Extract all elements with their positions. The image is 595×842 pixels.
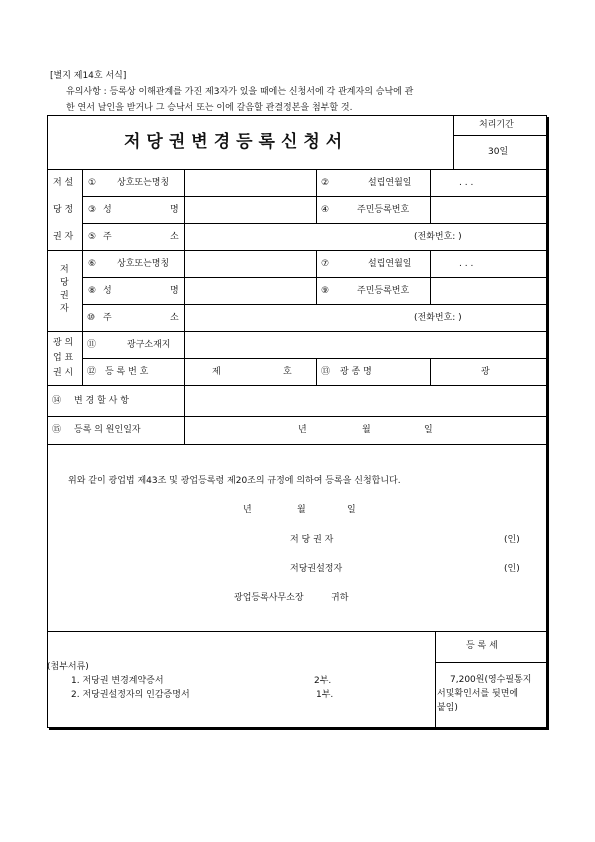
registration-tax-label: 등 록 세 [466, 641, 498, 651]
field-number: ⑨ [321, 286, 330, 296]
field-number: ⑭ [52, 396, 62, 406]
mortgagee-name-field[interactable] [185, 170, 315, 195]
cause-date-label: 등록 의 원인일자 [74, 425, 141, 435]
registration-tax-line-1: 7,200원(영수필통지 [450, 675, 532, 685]
mortgagor-address-label-a: 주 [103, 313, 112, 323]
mortgagor-date-label: 설립연월일 [368, 259, 412, 269]
mortgagor-person-label-b: 명 [170, 286, 179, 296]
mortgagor-signature-label: 저당권설정자 [290, 564, 343, 574]
mortgagee-rrn-field[interactable] [431, 197, 545, 222]
mortgagor-address-label-b: 소 [170, 313, 179, 323]
mining-group-label-3: 권 시 [53, 368, 74, 378]
field-number: ⑪ [87, 340, 97, 350]
mortgagor-group-label-4: 자 [60, 304, 69, 314]
declaration-text: 위와 같이 광업법 제43조 및 광업등록령 제20조의 규정에 의하여 등록을 신청합니다. [68, 476, 401, 486]
addressee-honorific: 귀하 [331, 593, 349, 603]
mortgagee-person-label-b: 명 [170, 205, 179, 215]
attachment-count-2: 1부. [316, 690, 334, 700]
mortgagee-address-field[interactable] [185, 224, 410, 249]
mineral-unit: 광 [481, 367, 490, 377]
field-number: ⑫ [87, 367, 97, 377]
mortgagor-name-label: 상호또는명칭 [117, 259, 170, 269]
mortgagee-address-label-b: 소 [170, 232, 179, 242]
registration-tax-line-3: 붙임) [437, 703, 458, 713]
field-number: ⑮ [52, 425, 62, 435]
mortgagor-seal[interactable]: (인) [504, 564, 520, 574]
registration-number-label: 등 록 번 호 [105, 367, 149, 377]
application-month[interactable]: 월 [297, 505, 306, 515]
mortgagee-group-label-2: 당 정 [53, 205, 74, 215]
mortgagee-phone[interactable]: (전화번호: ) [414, 232, 462, 242]
field-number: ⑦ [321, 259, 330, 269]
mortgagor-person-label-a: 성 [103, 286, 112, 296]
mortgagor-rrn-field[interactable] [431, 278, 545, 303]
mineral-name-field[interactable] [431, 359, 476, 384]
mortgagee-signature-label: 저 당 권 자 [290, 535, 334, 545]
mortgagee-name-label: 상호또는명칭 [117, 178, 170, 188]
cause-day[interactable]: 일 [424, 425, 433, 435]
field-number: ⑥ [88, 259, 97, 269]
mortgagor-group-label-1: 저 [60, 265, 69, 275]
mining-location-field[interactable] [185, 332, 545, 357]
mortgagor-person-field[interactable] [185, 278, 315, 303]
attachments-header: (첨부서류) [47, 662, 89, 672]
field-number: ⑤ [88, 232, 97, 242]
mortgagor-group-label-3: 권 [60, 291, 69, 301]
mining-location-label: 광구소재지 [127, 340, 171, 350]
registration-je: 제 [212, 367, 221, 377]
mining-group-label-2: 업 표 [53, 353, 74, 363]
mortgagor-phone[interactable]: (전화번호: ) [414, 313, 462, 323]
note-line-1: 유의사항 : 등록상 이해관계를 가진 제3자가 있을 때에는 신청서에 각 관계자의 승낙에 관 [66, 87, 414, 97]
registration-ho: 호 [283, 367, 292, 377]
field-number: ② [321, 178, 330, 188]
application-year[interactable]: 년 [243, 505, 252, 515]
mortgagee-group-label-1: 저 설 [53, 178, 74, 188]
mortgagee-date-label: 설립연월일 [368, 178, 412, 188]
mortgagee-date-field[interactable]: . . . [459, 178, 474, 188]
attachment-count-1: 2부. [314, 676, 332, 686]
application-day[interactable]: 일 [347, 505, 356, 515]
mining-group-label-1: 광 의 [53, 338, 74, 348]
change-items-field[interactable] [185, 386, 545, 415]
mortgagor-date-field[interactable]: . . . [459, 259, 474, 269]
mortgagee-seal[interactable]: (인) [504, 535, 520, 545]
processing-period-label: 처리기간 [479, 120, 514, 130]
change-items-label: 변 경 할 사 항 [74, 396, 129, 406]
field-number: ⑧ [88, 286, 97, 296]
field-number: ④ [321, 205, 330, 215]
processing-period-value: 30일 [488, 147, 509, 157]
mortgagor-name-field[interactable] [185, 251, 315, 276]
mortgagee-rrn-label: 주민등록번호 [357, 205, 410, 215]
registration-number-field[interactable] [225, 359, 280, 384]
cause-month[interactable]: 월 [362, 425, 371, 435]
field-number: ① [88, 178, 97, 188]
form-title: 저당권변경등록신청서 [124, 132, 349, 152]
mortgagee-person-field[interactable] [185, 197, 315, 222]
mortgagor-address-field[interactable] [185, 305, 410, 330]
mortgagee-address-label-a: 주 [103, 232, 112, 242]
mineral-name-label: 광 종 명 [340, 367, 372, 377]
note-line-2: 한 연서 날인을 받거나 그 승낙서 또는 이에 갈음할 관결정본을 첨부할 것. [66, 103, 353, 113]
field-number: ⑬ [321, 367, 331, 377]
mortgagee-person-label-a: 성 [103, 205, 112, 215]
addressee: 광업등록사무소장 [234, 593, 304, 603]
mortgagor-group-label-2: 당 [60, 278, 69, 288]
attachment-item-1: 1. 저당권 변경계약증서 [71, 676, 164, 686]
mortgagee-group-label-3: 권 자 [53, 232, 74, 242]
cause-year[interactable]: 년 [298, 425, 307, 435]
form-number: [별지 제14호 서식] [50, 71, 127, 81]
field-number: ③ [88, 205, 97, 215]
attachment-item-2: 2. 저당권설정자의 인감증명서 [71, 690, 190, 700]
registration-tax-line-2: 서및확인서를 뒷면에 [437, 689, 519, 699]
field-number: ⑩ [87, 313, 96, 323]
mortgagor-rrn-label: 주민등록번호 [357, 286, 410, 296]
